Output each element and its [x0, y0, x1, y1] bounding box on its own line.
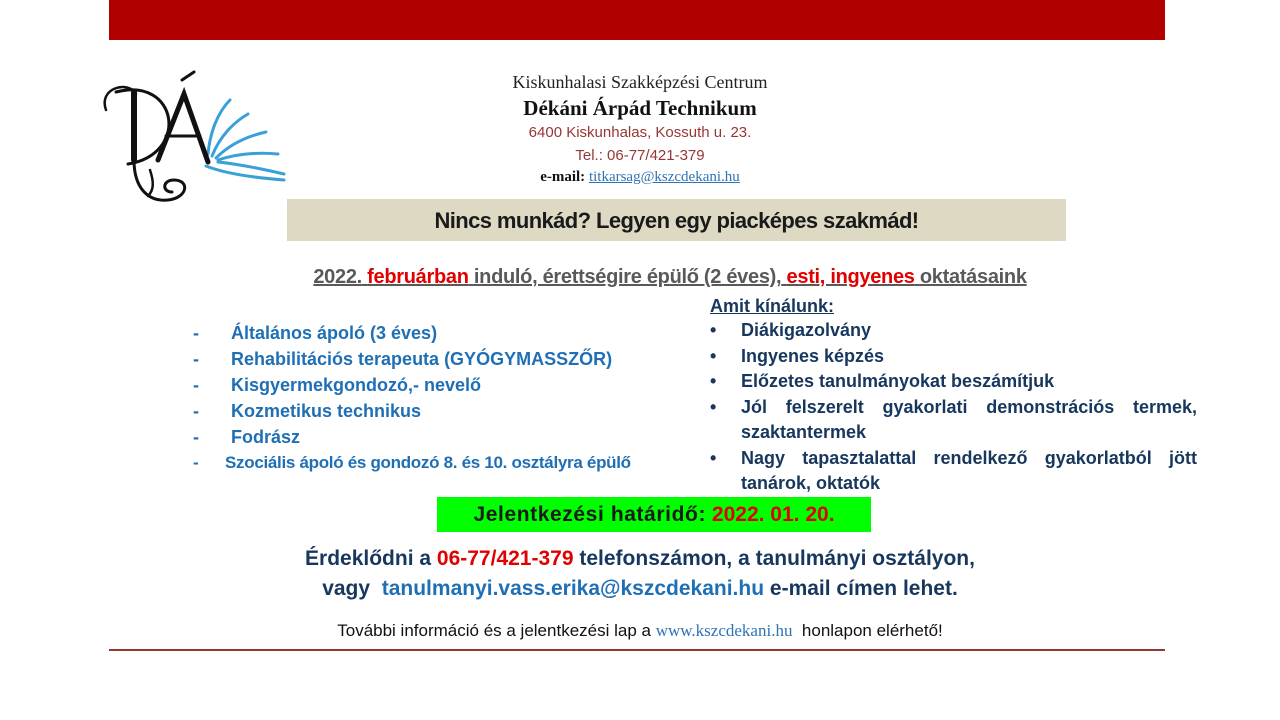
course-item	[193, 424, 631, 450]
course-bullet: -	[193, 349, 199, 369]
organization-name: Kiskunhalasi Szakképzési Centrum	[512, 72, 768, 92]
subhead-highlight: esti, ingyenes	[786, 266, 915, 288]
deadline-text	[437, 503, 871, 527]
school-address: 6400 Kiskunhalas, Kossuth u. 23.	[528, 124, 752, 141]
open-book-icon	[206, 100, 284, 180]
offer-bullet: •	[710, 345, 717, 366]
footer-website-link[interactable]: www.kszcdekani.hu	[655, 621, 793, 640]
offer-item	[710, 369, 1197, 395]
course-label: Szociális ápoló és gondozó 8. és 10. osztályra épülő	[225, 453, 631, 472]
offers-list	[710, 318, 1197, 497]
offer-bullet: •	[710, 396, 717, 417]
logo-monogram	[105, 72, 208, 200]
footer-pre: További információ és a jelentkezési lap a	[337, 621, 651, 640]
course-label: Általános ápoló (3 éves)	[231, 323, 438, 343]
course-label: Rehabilitációs terapeuta (GYÓGYMASSZŐR)	[231, 349, 613, 369]
course-bullet: -	[193, 427, 199, 447]
course-item	[193, 320, 631, 346]
contact-email[interactable]: tanulmanyi.vass.erika@kszcdekani.hu	[381, 577, 765, 600]
course-bullet: -	[193, 323, 199, 343]
offer-bullet: •	[710, 371, 717, 391]
subhead-month: februárban	[367, 266, 469, 288]
email-label: e-mail:	[540, 169, 586, 185]
offer-label: Jól felszerelt gyakorlati demonstrációs termek, szaktantermek	[741, 396, 1197, 442]
school-logo	[98, 70, 294, 206]
offer-bullet: •	[710, 320, 717, 340]
offer-item	[710, 395, 1197, 446]
school-email-link[interactable]: titkarsag@kszcdekani.hu	[588, 169, 740, 185]
course-label: Fodrász	[231, 427, 301, 447]
slogan-text: Nincs munkád? Legyen egy piacképes szakmád!	[434, 208, 919, 233]
course-item	[193, 398, 631, 424]
offer-label: Diákigazolvány	[741, 320, 872, 340]
course-label: Kisgyermekgondozó,- nevelő	[231, 375, 482, 395]
course-bullet: -	[193, 401, 199, 421]
subhead-end: oktatásaink	[919, 266, 1027, 288]
contact-line2-pre: vagy	[322, 577, 371, 600]
subhead-middle: induló, érettségire épülő (2 éves),	[473, 266, 782, 288]
offer-label: Előzetes tanulmányokat beszámítjuk	[741, 371, 1055, 391]
deadline-colon: :	[698, 503, 707, 526]
school-phone: Tel.: 06-77/421-379	[575, 147, 705, 164]
course-bullet: -	[193, 375, 199, 395]
contact-line1-post: telefonszámon, a tanulmányi osztályon,	[579, 547, 975, 570]
course-list	[193, 320, 631, 476]
course-item	[193, 372, 631, 398]
top-banner-bar	[109, 0, 1165, 40]
offer-label: Nagy tapasztalattal rendelkező gyakorlatból jött tanárok, oktatók	[741, 447, 1197, 493]
contact-line-email	[140, 577, 1140, 601]
school-name: Dékáni Árpád Technikum	[523, 96, 757, 120]
offer-bullet: •	[710, 447, 717, 468]
offer-item	[710, 446, 1197, 497]
deadline-date: 2022. 01. 20.	[711, 503, 835, 526]
offer-item	[710, 344, 1197, 370]
footer-post: honlapon elérhető!	[801, 621, 943, 640]
course-item	[193, 346, 631, 372]
deadline-label: Jelentkezési határidő	[473, 503, 699, 526]
course-label: Kozmetikus technikus	[231, 401, 422, 421]
course-bullet: -	[193, 453, 199, 472]
offer-label: Ingyenes képzés	[741, 345, 885, 366]
contact-line1-pre: Érdeklődni a	[305, 547, 432, 570]
bottom-rule	[109, 649, 1165, 651]
contact-line-phone	[140, 547, 1140, 571]
footer-note	[140, 621, 1140, 641]
course-subheading	[200, 266, 1140, 289]
contact-line2-post: e-mail címen lehet.	[769, 577, 958, 600]
school-email-line	[380, 169, 900, 186]
offer-item	[710, 318, 1197, 344]
subhead-year: 2022.	[313, 266, 362, 288]
offers-title: Amit kínálunk:	[710, 296, 835, 316]
contact-phone: 06-77/421-379	[436, 547, 574, 570]
course-item	[193, 450, 631, 476]
